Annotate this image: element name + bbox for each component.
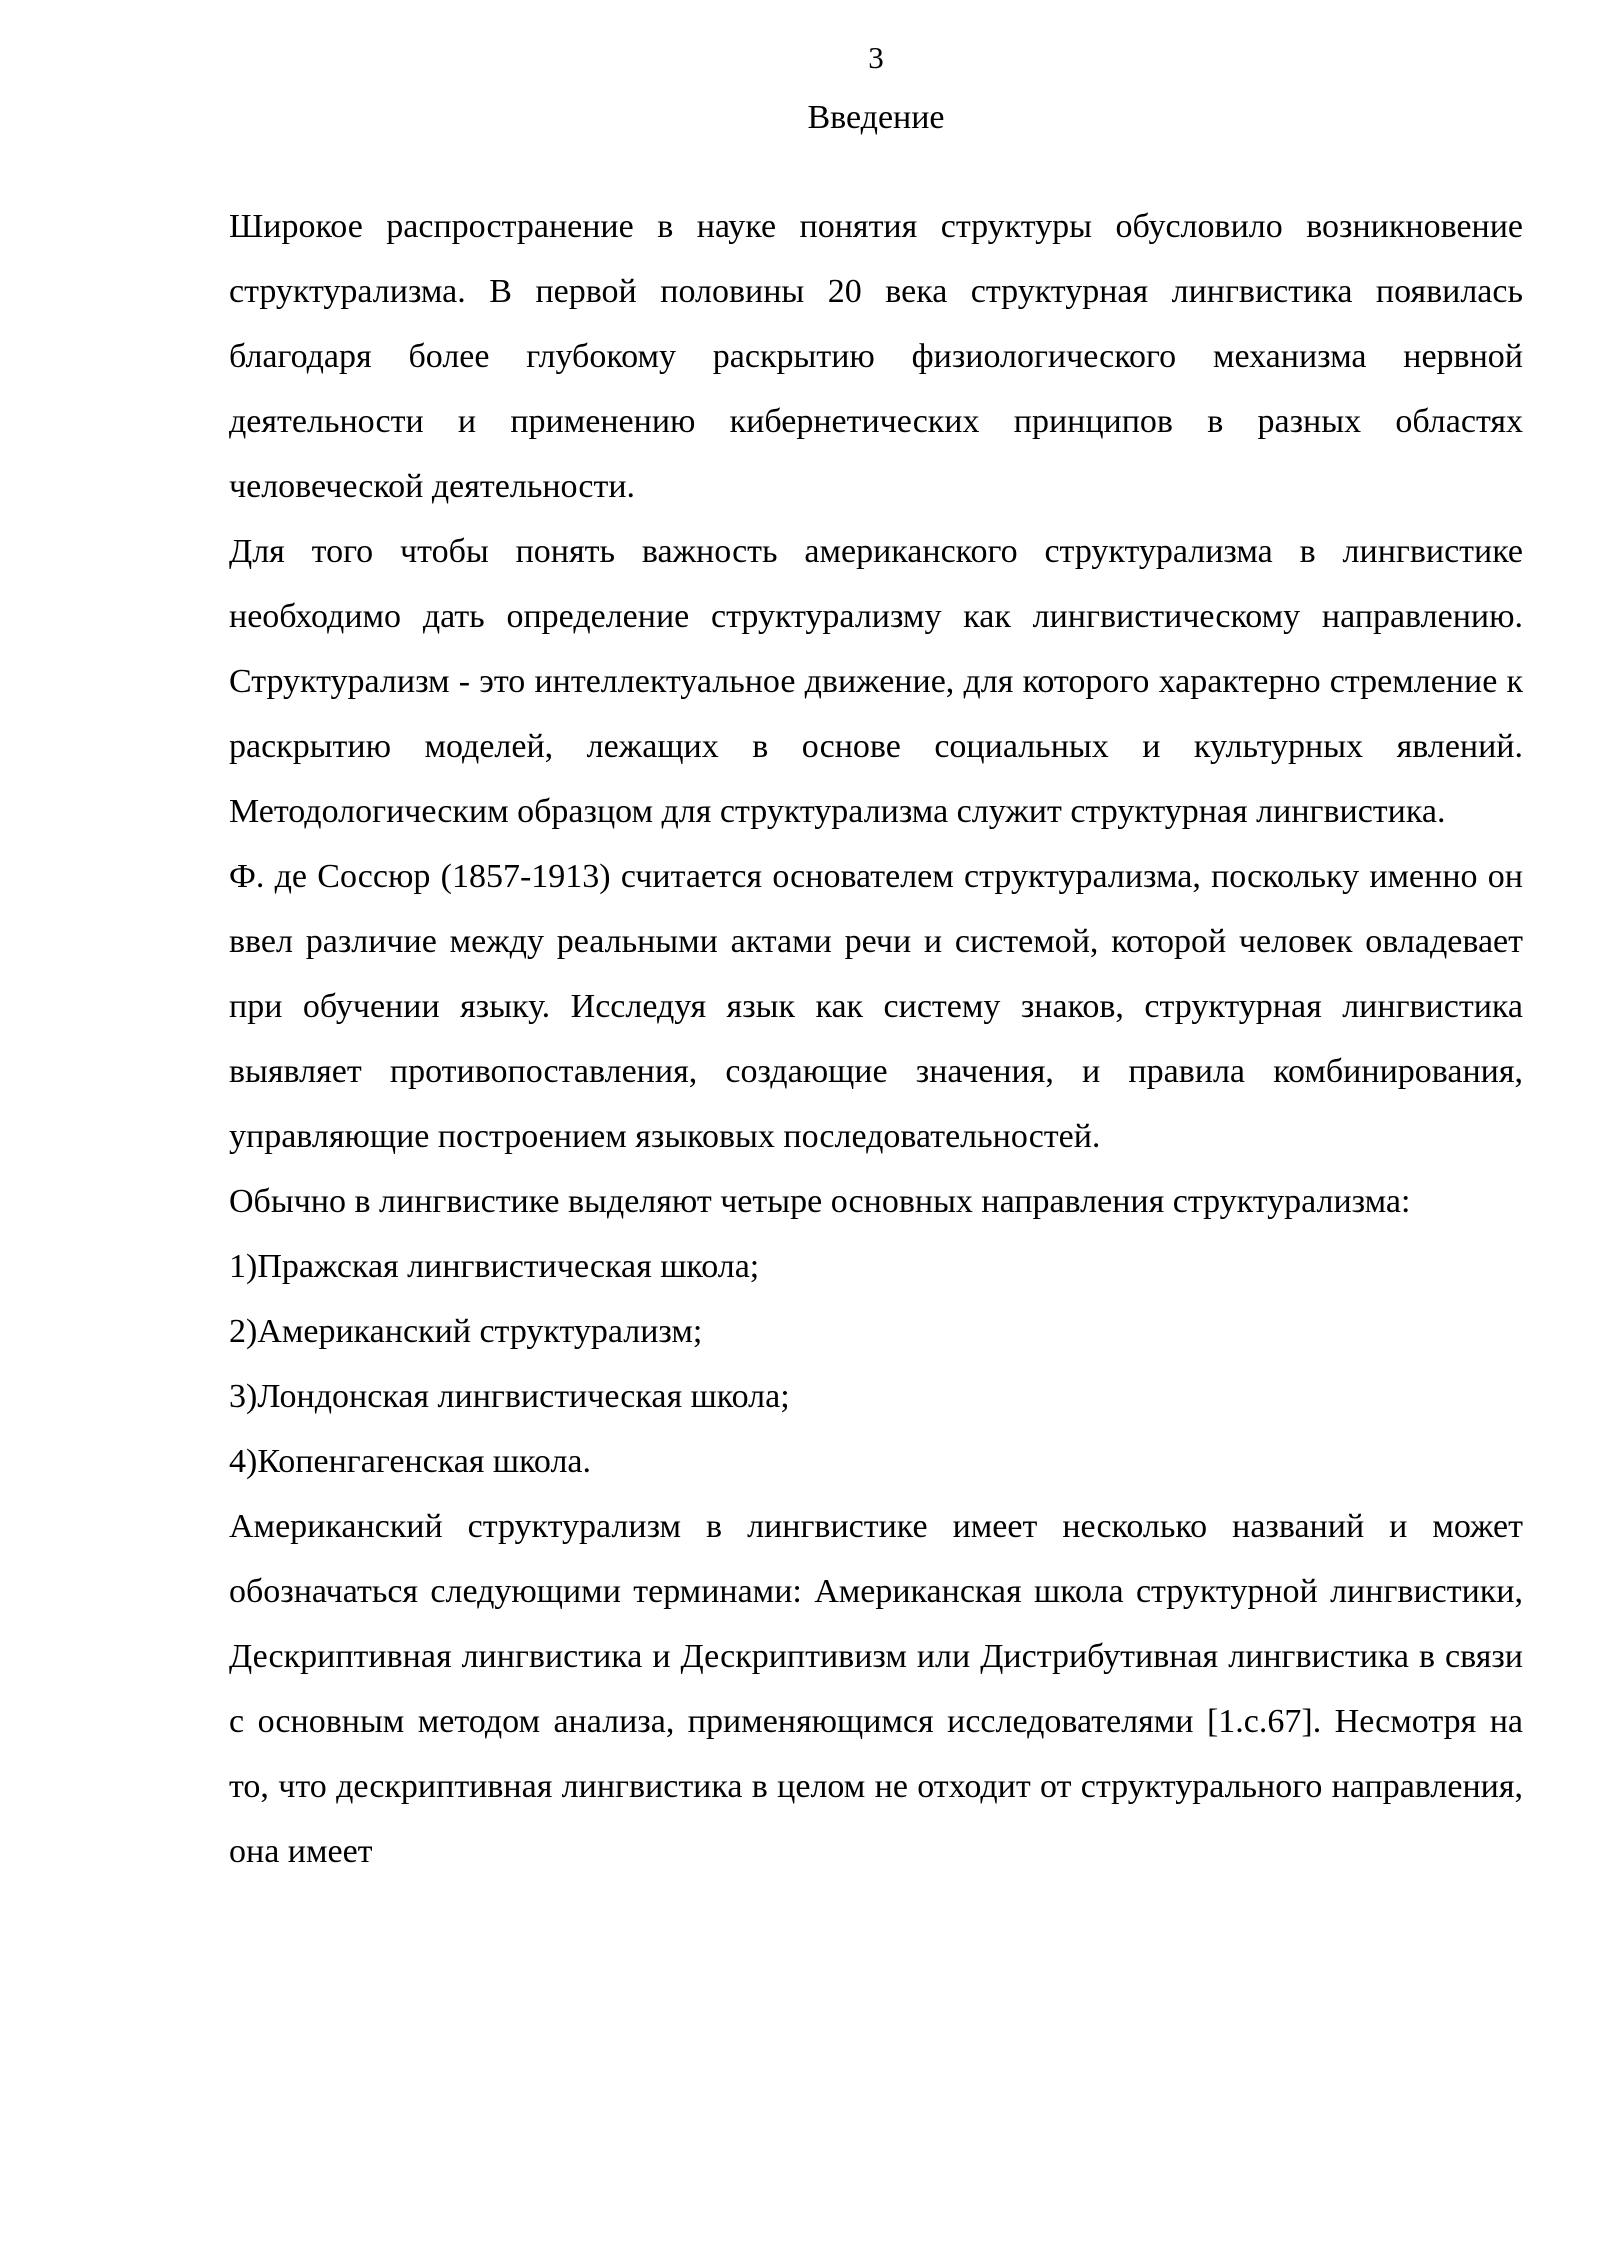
list-item: 4)Копенгагенская школа. (229, 1443, 592, 1480)
paragraph-american-structuralism: Американский структурализм в лингвистике имеет несколько названий и может обозначаться следующими терминами: Американская школа структурной лингвистики, Дескриптивная лингвистика и Дескриптивизм или Дистрибутивная лингвистика в связи с основным методом анализа, применяющимся исследователями [1.с.67]. Несмотря на то, что дескриптивная лингвистика в целом не отходит от структурального направления, она имеет (229, 1508, 1523, 1870)
paragraph-structuralism-definition: Для того чтобы понять важность американского структурализма в лингвистике необходимо дать определение структурализму как лингвистическому направлению. Структурализм - это интеллектуальное движение, для которого характерно стремление к раскрытию моделей, лежащих в основе социальных и культурных явлений. Методологическим образцом для структурализма служит структурная лингвистика. (229, 533, 1523, 830)
page-title: Введение (807, 99, 945, 136)
page-number: 3 (868, 40, 884, 75)
paragraph-structuralism-origin: Широкое распространение в науке понятия структуры обусловило возникновение структурализма. В первой половины 20 века структурная лингвистика появилась благодаря более глубокому раскрытию физиологического механизма нервной деятельности и применению кибернетических принципов в разных областях человеческой деятельности. (229, 208, 1523, 505)
paragraph-saussure: Ф. де Соссюр (1857-1913) считается основателем структурализма, поскольку именно он ввел различие между реальными актами речи и системой, которой человек овладевает при обучении языку. Исследуя язык как систему знаков, структурная лингвистика выявляет противопоставления, создающие значения, и правила комбинирования, управляющие построением языковых последовательностей. (229, 858, 1523, 1155)
list-item: 3)Лондонская лингвистическая школа; (229, 1378, 790, 1415)
paragraph-four-directions: Обычно в лингвистике выделяют четыре основных направления структурализма: (229, 1183, 1411, 1220)
directions-list (229, 1234, 1523, 1494)
list-item: 1)Пражская лингвистическая школа; (229, 1248, 760, 1285)
list-item: 2)Американский структурализм; (229, 1313, 703, 1350)
document-body (229, 194, 1523, 1884)
